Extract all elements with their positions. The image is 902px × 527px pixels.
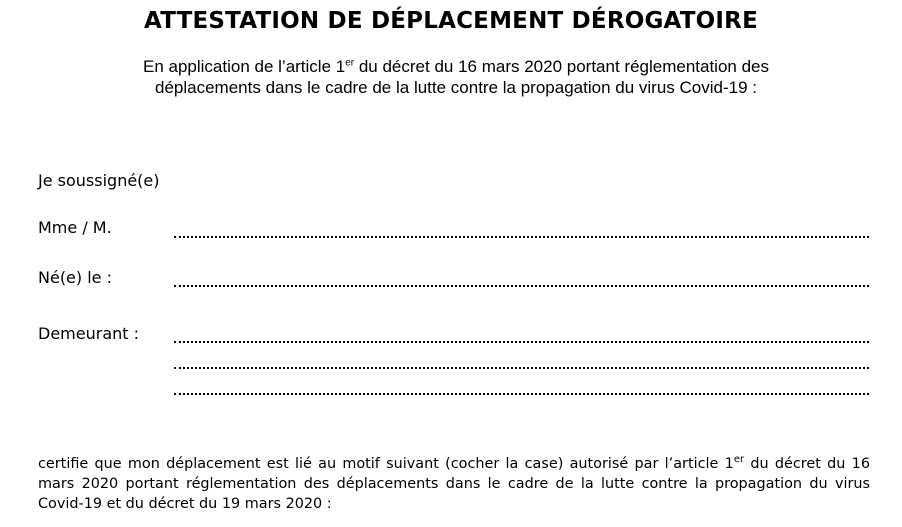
birth-date-label: Né(e) le : (38, 268, 112, 287)
intro-paragraph (40, 56, 872, 98)
certification-paragraph (38, 454, 870, 514)
address-dotted-line-3[interactable] (174, 393, 869, 395)
address-dotted-line-2[interactable] (174, 367, 869, 369)
name-dotted-line[interactable] (174, 236, 869, 238)
certification-superscript: er (733, 454, 745, 466)
certification-text-end: du décret du 16 mars 2020 portant réglementation des déplacements dans le cadre de la lutte contre la propagation du virus Covid-19 et du décret du 19 mars 2020 : (38, 456, 870, 512)
intro-line-1-end: du décret du 16 mars 2020 portant réglementation des (354, 57, 769, 76)
certification-text-start: certifie que mon déplacement est lié au motif suivant (cocher la case) autorisé par l’article 1 (38, 456, 734, 472)
name-label: Mme / M. (38, 218, 112, 237)
intro-superscript: er (345, 57, 355, 69)
birth-date-dotted-line[interactable] (174, 285, 869, 287)
intro-line-1-start: En application de l’article 1 (142, 57, 346, 76)
document-title: ATTESTATION DE DÉPLACEMENT DÉROGATOIRE (143, 8, 758, 34)
undersigned-label: Je soussigné(e) (38, 171, 160, 190)
intro-line-2: déplacements dans le cadre de la lutte contre la propagation du virus Covid-19 : (155, 78, 757, 97)
address-dotted-line-1[interactable] (174, 341, 869, 343)
address-label: Demeurant : (38, 324, 140, 343)
intro-line-1 (40, 56, 872, 77)
